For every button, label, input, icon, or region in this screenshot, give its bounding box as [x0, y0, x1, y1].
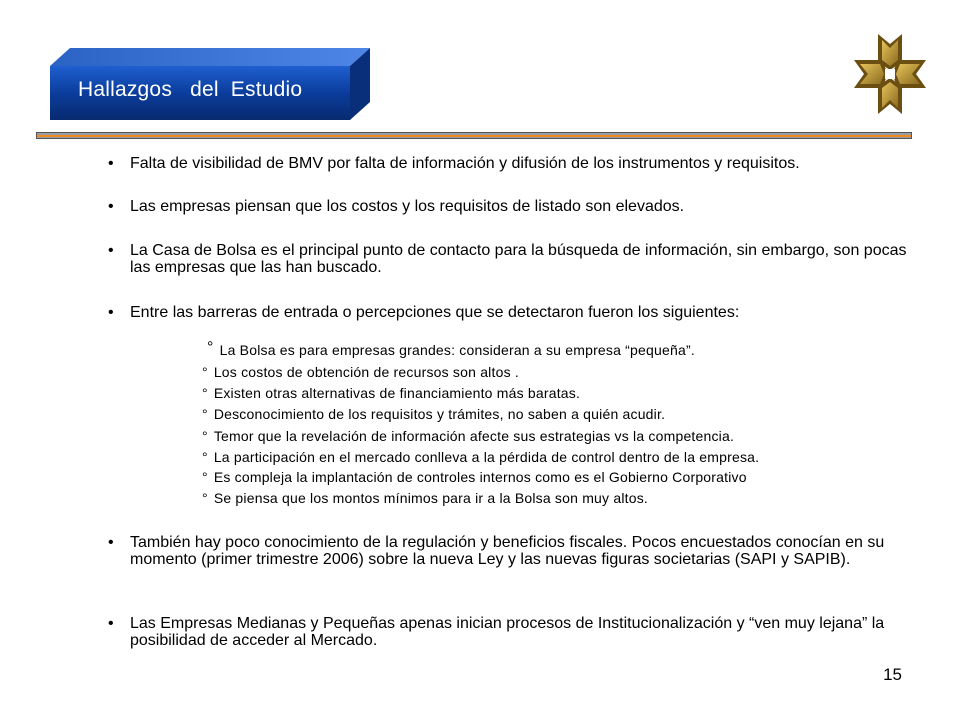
title-banner: [50, 48, 372, 120]
sub-bullet-symbol: °: [202, 364, 208, 380]
header-divider: [36, 132, 912, 139]
sub-list-item: [207, 339, 695, 359]
bullet-dot: •: [108, 534, 114, 551]
bullet-dot: •: [108, 615, 114, 632]
bullet-text: Falta de visibilidad de BMV por falta de información y difusión de los instrumentos y requisitos.: [130, 155, 800, 172]
bullet-text: Las empresas piensan que los costos y los requisitos de listado son elevados.: [130, 198, 685, 215]
bullet-dot: •: [108, 155, 114, 172]
bmv-logo-icon: [852, 32, 928, 116]
sub-bullet-symbol: °: [202, 469, 208, 485]
page-number: 15: [883, 665, 902, 684]
sub-item-text: La participación en el mercado conlleva a la pérdida de control dentro de la empresa.: [213, 449, 760, 465]
sub-item-text: Los costos de obtención de recursos son altos .: [213, 364, 519, 380]
sub-bullet-symbol: °: [202, 406, 208, 422]
page-title: Hallazgos del Estudio: [78, 78, 303, 101]
sub-list-item: [202, 364, 519, 380]
sub-list-item: [202, 469, 747, 485]
sub-item-text: Se piensa que los montos mínimos para ir a la Bolsa son muy altos.: [213, 490, 648, 506]
sub-list-item: [202, 428, 734, 444]
sub-item-text: Es compleja la implantación de controles internos como es el Gobierno Corporativo: [213, 469, 747, 485]
sub-list-item: [202, 449, 759, 465]
bullet-text: La Casa de Bolsa es el principal punto de contacto para la búsqueda de información, sin embargo, son pocas las empresas que las han buscado.: [130, 242, 907, 276]
sub-bullet-symbol: °: [202, 490, 208, 506]
sub-bullet-symbol: °: [207, 339, 214, 356]
sub-list-item: [202, 490, 648, 506]
sub-list-item: [202, 406, 665, 422]
sub-bullet-symbol: °: [202, 449, 208, 465]
sub-bullet-symbol: °: [202, 385, 208, 401]
sub-list-item: [202, 385, 580, 401]
sub-bullet-symbol: °: [202, 428, 208, 444]
bullet-dot: •: [108, 304, 114, 321]
bullet-text: Las Empresas Medianas y Pequeñas apenas inician procesos de Institucionalización y “ven muy lejana” la posibilidad de acceder al Mercado.: [130, 615, 885, 649]
bullet-dot: •: [108, 242, 114, 259]
sub-item-text: Existen otras alternativas de financiamiento más baratas.: [213, 385, 581, 401]
sub-item-text: Temor que la revelación de información afecte sus estrategias vs la competencia.: [213, 428, 735, 444]
bullet-dot: •: [108, 198, 114, 215]
bullet-text: Entre las barreras de entrada o percepciones que se detectaron fueron los siguientes:: [130, 304, 740, 321]
sub-item-text: Desconocimiento de los requisitos y trámites, no saben a quién acudir.: [213, 406, 666, 422]
sub-item-text: La Bolsa es para empresas grandes: consideran a su empresa “pequeña”.: [219, 342, 695, 358]
bullet-text: También hay poco conocimiento de la regulación y beneficios fiscales. Pocos encuestados conocían en su momento (primer trimestre 2006) sobre la nueva Ley y las nuevas figuras societarias (SAPI y SAPIB).: [130, 534, 885, 568]
